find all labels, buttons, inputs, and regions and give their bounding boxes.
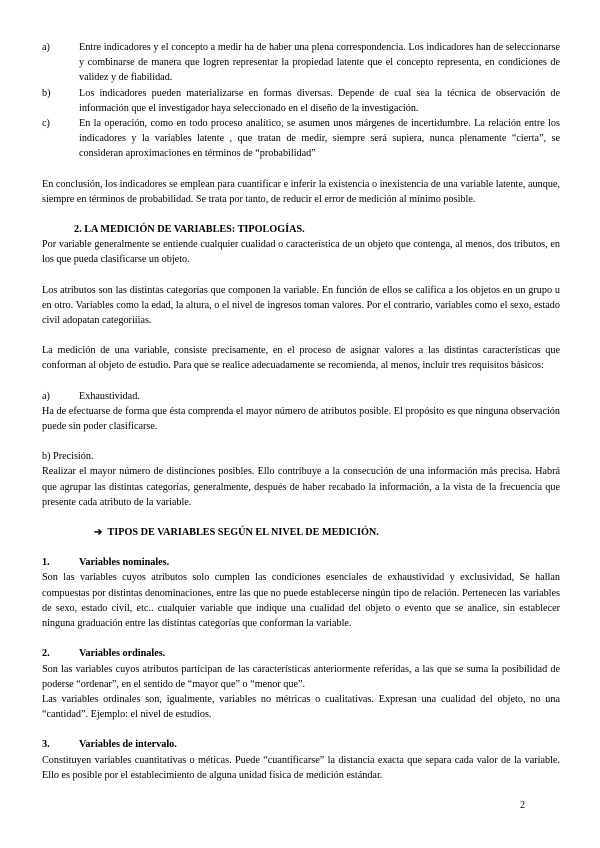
type-heading-3	[42, 737, 560, 752]
paragraph: Por variable generalmente se entiende cualquier cualidad o característica de un objeto que contenga, al menos, dos tributos, en los que pueda clasificarse un objeto.	[42, 239, 560, 266]
section-heading: 2. LA MEDICIÓN DE VARIABLES: TIPOLOGÍAS.	[74, 224, 305, 236]
types-heading	[94, 525, 560, 540]
list-item-b	[42, 86, 560, 116]
list-item-c	[42, 116, 560, 162]
paragraph: La medición de una variable, consiste precisamente, en el proceso de asignar valores a las distintas características que conforman al objeto de estudio. Para que se realice adecuadamente se recomienda, al menos, incluir tres requisitos básicos:	[42, 345, 560, 372]
type-number: 2.	[42, 648, 50, 660]
requirement-b-heading: b) Precisión.	[42, 451, 94, 463]
list-item-a	[42, 40, 560, 86]
paragraph: Son las variables cuyos atributos solo cumplen las condiciones esenciales de exhaustividad y exclusividad, Se hallan compuestas por distintas denominaciones, entre las que no puede establecerse ningún tipo de relación. Pertenecen las variables de sexo, estado civil, etc.. cualquier variable que indique una cualidad del objeto o evento que se analice, sin establecer ninguna graduación entre las distintas categorías que conforman la variable.	[42, 572, 560, 630]
list-text: Entre indicadores y el concepto a medir ha de haber una plena correspondencia. Los indicadores han de seleccionarse y combinarse de manera que logren representar la propiedad latente que el concepto representa, en condiciones de validez y de fiabilidad.	[79, 42, 560, 84]
list-label: a)	[42, 42, 50, 53]
document-page	[42, 40, 560, 783]
list-label: b)	[42, 87, 51, 99]
type-number: 1.	[42, 557, 50, 569]
paragraph: Ha de efectuarse de forma que ésta comprenda el mayor número de atributos posible. El propósito es que ninguna observación puede sin poder clasificarse.	[42, 405, 560, 433]
paragraph: Las variables ordinales son, igualmente, variables no métricas o cualitativas. Expresan una cualidad del objeto, no una “cantidad”. Ejemplo: el nivel de estudios.	[42, 693, 560, 721]
type-heading-1	[42, 555, 560, 570]
page-number: 2	[520, 800, 525, 811]
conclusion-paragraph: En conclusión, los indicadores se emplean para cuantificar e inferir la existencia o inexistencia de una variable latente, aunque, siempre en términos de probabilidad. Se trata por tanto, de reducir el error de medición al mínimo posible.	[42, 178, 560, 205]
paragraph: Realizar el mayor número de distinciones posibles. Ello contribuye a la consecución de una información más precisa. Habrá que agrupar las distintas categorías, generalmente, después de haber recabado la información, a la vista de la frecuencia que presente cada atributo de la variable.	[42, 466, 560, 508]
types-heading-text: TIPOS DE VARIABLES SEGÚN EL NIVEL DE MEDICIÓN.	[107, 527, 379, 539]
paragraph: Son las variables cuyos atributos participan de las características anteriormente referidas, a las que se suma la posibilidad de poderse “ordenar”, en el sentido de “mayor que” o “menor que”.	[42, 663, 560, 690]
list-label: c)	[42, 118, 50, 130]
requirement-a-heading	[42, 389, 560, 404]
type-heading-2	[42, 646, 560, 661]
list-text: Los indicadores pueden materializarse en formas diversas. Depende de cual sea la técnica de observación de información que el investigador haya seleccionado en el diseño de la investigación.	[79, 87, 560, 114]
type-title: Variables nominales.	[79, 557, 170, 569]
requirement-title: Exhaustividad.	[79, 390, 140, 402]
paragraph: Constituyen variables cuantitativas o méticas. Puede “cuantificarse” la distancia exacta que separa cada valor de la variable. Ello es posible por el establecimiento de alguna unidad física de medición estándar.	[42, 754, 560, 781]
list-label: a)	[42, 390, 50, 402]
type-number: 3.	[42, 739, 50, 751]
arrow-icon: ➔	[94, 527, 103, 539]
paragraph: Los atributos son las distintas categorías que componen la variable. En función de ellos se califica a los objetos en un grupo u en otro. Variables como la edad, la altura, o el nivel de ingresos toman valores. Por el contrario, variables como el sexo, estado civil adopatan categoriíias.	[42, 284, 560, 327]
type-title: Variables ordinales.	[79, 648, 166, 660]
list-text: En la operación, como en todo proceso analítico, se asumen unos márgenes de incertidumbre. La relación entre los indicadores y la variables latente , que tratan de medir, siempre será supiera, nunca plenamente “cierta”, se consideran aproximaciones en términos de “probabilidad”	[79, 118, 560, 160]
type-title: Variables de intervalo.	[79, 739, 177, 751]
